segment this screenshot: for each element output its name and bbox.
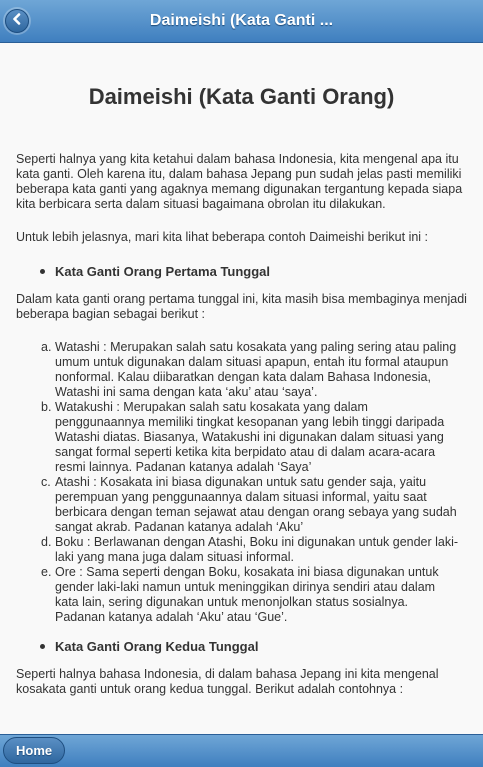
- intro-paragraph-2: Untuk lebih jelasnya, mari kita lihat beberapa contoh Daimeishi berikut ini :: [16, 230, 429, 244]
- list-item-text: Watashi : Merupakan salah satu kosakata yang paling sering atau paling umum untuk digunakan dalam situasi apapun, entah itu formal ataupun nonformal. Kalau diibaratkan dengan kata dalam Bahasa Indonesia, Watashi ini sama dengan kata ‘aku’ atau ‘saya’.: [55, 340, 457, 399]
- list-marker: e.: [41, 565, 52, 579]
- chevron-left-icon: [11, 12, 23, 30]
- back-button[interactable]: [5, 9, 29, 33]
- page-title: Daimeishi (Kata Ganti ...: [149, 12, 334, 29]
- list-item: [41, 340, 483, 400]
- intro-paragraph: Seperti halnya yang kita ketahui dalam bahasa Indonesia, kita mengenal apa itu kata ganti. Oleh karena itu, dalam bahasa Jepang pun sudah jelas pasti memiliki beberapa kata ganti yang agaknya memang digunakan tergantung kepada siapa kita berbicara serta dalam situasi bagaimana obrolan itu dilakukan.: [16, 152, 463, 211]
- list-marker: b.: [41, 400, 52, 414]
- home-button[interactable]: Home: [3, 737, 65, 764]
- list-item: [41, 475, 483, 535]
- header-bar: [0, 0, 483, 43]
- list-item: [41, 565, 483, 625]
- list-marker: c.: [41, 475, 51, 489]
- article-content: [0, 44, 483, 734]
- section1-list: [0, 264, 483, 279]
- list-marker: a.: [41, 340, 52, 354]
- section2-title: Kata Ganti Orang Kedua Tunggal: [55, 639, 483, 654]
- list-item-text: Atashi : Kosakata ini biasa digunakan untuk satu gender saja, yaitu perempuan yang penggunaannya dalam situasi informal, yaitu saat berbicara dengan teman sejawat atau dengan orang sebaya yang sudah sangat akrab. Padanan katanya adalah ‘Aku’: [55, 475, 457, 534]
- footer-bar: [0, 734, 483, 767]
- list-item-text: Ore : Sama seperti dengan Boku, kosakata ini biasa digunakan untuk gender laki-laki namun untuk meninggikan dirinya sendiri atau dalam kata lain, sering digunakan untuk menonjolkan status sosialnya. Padanan katanya adalah ‘Aku’ atau ‘Gue’.: [55, 565, 439, 624]
- section1-paragraph: Dalam kata ganti orang pertama tunggal ini, kita masih bisa membaginya menjadi beberapa bagian sebagai berikut :: [16, 292, 467, 321]
- list-marker: d.: [41, 535, 52, 549]
- list-item: [41, 400, 483, 475]
- section2-list: [0, 639, 483, 654]
- pronoun-list: [0, 340, 483, 625]
- list-item-text: Watakushi : Merupakan salah satu kosakata yang dalam penggunaannya memiliki tingkat kesopanan yang lebih tinggi daripada Watashi diatas. Biasanya, Watakushi ini digunakan dalam situasi yang sangat formal seperti ketika kita berpidato atau di dalam acara-acara resmi lainnya. Padanan katanya adalah ‘Saya’: [55, 400, 445, 474]
- section1-title: Kata Ganti Orang Pertama Tunggal: [55, 264, 483, 279]
- article-heading: Daimeishi (Kata Ganti Orang): [88, 84, 395, 109]
- list-item: [41, 535, 483, 565]
- section2-paragraph: Seperti halnya bahasa Indonesia, di dalam bahasa Jepang ini kita mengenal kosakata ganti untuk orang kedua tunggal. Berikut adalah contohnya :: [16, 667, 439, 696]
- list-item-text: Boku : Berlawanan dengan Atashi, Boku ini digunakan untuk gender laki-laki yang mana juga dalam situasi informal.: [55, 535, 459, 564]
